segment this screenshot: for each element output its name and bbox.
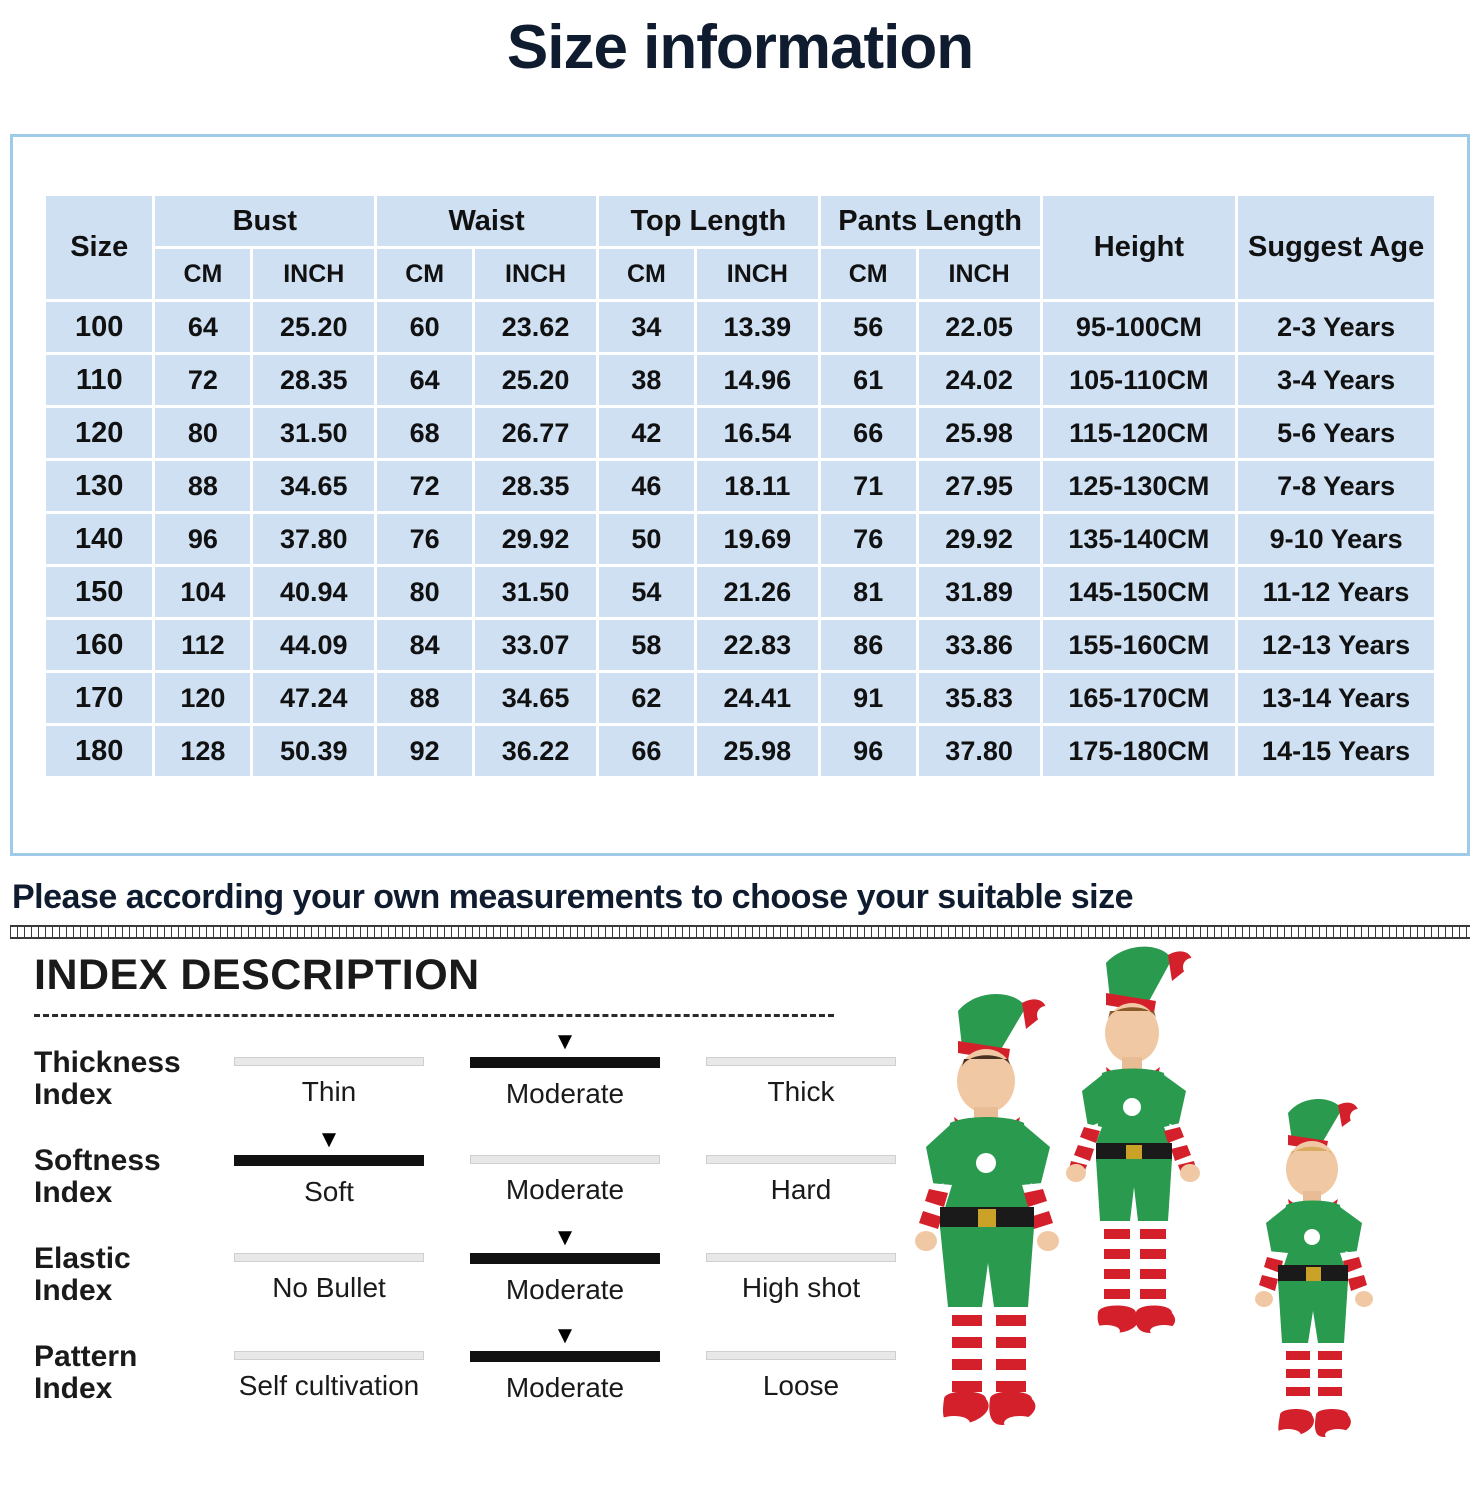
index-option-no-bullet[interactable] (234, 1227, 424, 1306)
cell-waist-cm: 92 (377, 726, 472, 776)
cell-top-cm: 42 (599, 408, 694, 458)
cell-pants-cm: 56 (821, 302, 916, 352)
header-bust-inch: INCH (253, 249, 374, 299)
header-pants-inch: INCH (919, 249, 1040, 299)
index-label-line1: Elastic (34, 1242, 131, 1275)
index-options-softness (234, 1126, 896, 1208)
cell-top-inch: 24.41 (697, 673, 818, 723)
ruler-divider (10, 925, 1470, 939)
page-title: Size information (506, 13, 974, 82)
cell-height: 125-130CM (1043, 461, 1236, 511)
header-size: Size (46, 196, 152, 299)
index-rows (16, 1028, 896, 1423)
cell-top-cm: 34 (599, 302, 694, 352)
cell-height: 105-110CM (1043, 355, 1236, 405)
marker-placeholder (706, 1031, 896, 1057)
cell-age: 12-13 Years (1238, 620, 1434, 670)
cell-waist-cm: 64 (377, 355, 472, 405)
cell-waist-inch: 26.77 (475, 408, 596, 458)
cell-size: 180 (46, 726, 152, 776)
cell-height: 175-180CM (1043, 726, 1236, 776)
cell-waist-cm: 80 (377, 567, 472, 617)
index-options-pattern (234, 1322, 896, 1404)
cell-age: 3-4 Years (1238, 355, 1434, 405)
cell-pants-cm: 96 (821, 726, 916, 776)
index-label-line2: Index (34, 1176, 113, 1210)
index-label-elastic (16, 1227, 234, 1308)
cell-bust-cm: 96 (155, 514, 250, 564)
option-bar (470, 1057, 660, 1068)
cell-bust-inch: 50.39 (253, 726, 374, 776)
marker-placeholder (234, 1325, 424, 1351)
option-bar (706, 1253, 896, 1262)
option-label: Moderate (505, 1274, 625, 1305)
cell-pants-inch: 29.92 (919, 514, 1040, 564)
index-description-panel (16, 951, 896, 1423)
cell-bust-inch: 28.35 (253, 355, 374, 405)
index-option-moderate[interactable] (470, 1322, 660, 1404)
table-row (46, 302, 1434, 352)
cell-size: 170 (46, 673, 152, 723)
option-bar (706, 1155, 896, 1164)
index-option-high-shot[interactable] (706, 1227, 896, 1306)
dashed-divider (34, 1014, 834, 1017)
down-triangle-icon: ▼ (317, 1126, 341, 1153)
option-label: Hard (770, 1174, 832, 1205)
lower-section (0, 945, 1480, 1465)
cell-size: 130 (46, 461, 152, 511)
index-label-thickness (16, 1031, 234, 1112)
cell-pants-cm: 91 (821, 673, 916, 723)
cell-pants-cm: 76 (821, 514, 916, 564)
marker-placeholder (706, 1325, 896, 1351)
cell-pants-inch: 27.95 (919, 461, 1040, 511)
cell-top-cm: 46 (599, 461, 694, 511)
marker-placeholder (234, 1227, 424, 1253)
header-pants-cm: CM (821, 249, 916, 299)
index-label-softness (16, 1129, 234, 1210)
option-label: Soft (304, 1176, 354, 1207)
cell-bust-inch: 44.09 (253, 620, 374, 670)
table-header (46, 196, 1434, 299)
cell-waist-inch: 29.92 (475, 514, 596, 564)
option-label: Thin (301, 1076, 357, 1107)
cell-waist-cm: 60 (377, 302, 472, 352)
cell-bust-cm: 120 (155, 673, 250, 723)
cell-waist-cm: 88 (377, 673, 472, 723)
index-label-line2: Index (34, 1078, 113, 1112)
table-row (46, 673, 1434, 723)
cell-pants-cm: 66 (821, 408, 916, 458)
cell-top-inch: 14.96 (697, 355, 818, 405)
elf-costume-illustration (910, 941, 1480, 1461)
cell-size: 110 (46, 355, 152, 405)
header-top-length: Top Length (599, 196, 818, 246)
header-waist-cm: CM (377, 249, 472, 299)
index-label-line1: Pattern (34, 1340, 138, 1373)
cell-top-inch: 22.83 (697, 620, 818, 670)
cell-bust-cm: 80 (155, 408, 250, 458)
index-option-loose[interactable] (706, 1325, 896, 1404)
option-bar (706, 1057, 896, 1066)
index-label-pattern (16, 1325, 234, 1406)
marker-placeholder (234, 1031, 424, 1057)
index-option-self-cultivation[interactable] (234, 1325, 424, 1404)
cell-bust-inch: 34.65 (253, 461, 374, 511)
down-triangle-icon: ▼ (553, 1322, 577, 1349)
header-height: Height (1043, 196, 1236, 299)
option-label: Moderate (505, 1372, 625, 1403)
option-label: Moderate (505, 1174, 625, 1205)
cell-age: 13-14 Years (1238, 673, 1434, 723)
cell-age: 14-15 Years (1238, 726, 1434, 776)
cell-bust-cm: 72 (155, 355, 250, 405)
table-row (46, 514, 1434, 564)
cell-bust-inch: 31.50 (253, 408, 374, 458)
cell-pants-inch: 31.89 (919, 567, 1040, 617)
option-label: Loose (762, 1370, 840, 1401)
cell-bust-cm: 112 (155, 620, 250, 670)
table-header-row-groups (46, 196, 1434, 246)
header-top-inch: INCH (697, 249, 818, 299)
cell-pants-cm: 61 (821, 355, 916, 405)
cell-top-inch: 25.98 (697, 726, 818, 776)
index-row-softness (16, 1126, 896, 1227)
cell-bust-cm: 64 (155, 302, 250, 352)
index-row-thickness (16, 1028, 896, 1129)
cell-top-cm: 54 (599, 567, 694, 617)
option-bar (706, 1351, 896, 1360)
option-bar (234, 1155, 424, 1166)
cell-waist-cm: 68 (377, 408, 472, 458)
header-waist: Waist (377, 196, 596, 246)
cell-height: 165-170CM (1043, 673, 1236, 723)
option-bar (234, 1351, 424, 1360)
cell-waist-cm: 76 (377, 514, 472, 564)
cell-waist-inch: 25.20 (475, 355, 596, 405)
option-bar (470, 1155, 660, 1164)
cell-top-inch: 19.69 (697, 514, 818, 564)
header-bust: Bust (155, 196, 374, 246)
size-table-frame (10, 134, 1470, 856)
index-label-line2: Index (34, 1274, 113, 1308)
index-description-title: INDEX DESCRIPTION (34, 951, 480, 999)
index-row-elastic (16, 1224, 896, 1325)
cell-size: 100 (46, 302, 152, 352)
table-row (46, 726, 1434, 776)
table-row (46, 408, 1434, 458)
table-row (46, 567, 1434, 617)
table-row (46, 461, 1434, 511)
cell-bust-inch: 37.80 (253, 514, 374, 564)
header-bust-cm: CM (155, 249, 250, 299)
index-row-pattern (16, 1322, 896, 1423)
option-label: No Bullet (272, 1272, 386, 1303)
marker-placeholder (706, 1227, 896, 1253)
cell-waist-inch: 36.22 (475, 726, 596, 776)
cell-pants-inch: 24.02 (919, 355, 1040, 405)
down-triangle-icon: ▼ (553, 1028, 577, 1055)
cell-pants-cm: 71 (821, 461, 916, 511)
measurement-notice: Please according your own measurements to choose your suitable size (12, 878, 1133, 916)
index-options-elastic (234, 1224, 896, 1306)
marker-placeholder (470, 1129, 660, 1155)
cell-bust-inch: 40.94 (253, 567, 374, 617)
option-bar (234, 1253, 424, 1262)
header-suggest-age: Suggest Age (1238, 196, 1434, 299)
index-label-line1: Softness (34, 1144, 161, 1177)
cell-top-cm: 62 (599, 673, 694, 723)
index-option-moderate[interactable] (470, 1129, 660, 1208)
cell-height: 145-150CM (1043, 567, 1236, 617)
cell-top-cm: 50 (599, 514, 694, 564)
cell-waist-cm: 72 (377, 461, 472, 511)
option-bar (470, 1253, 660, 1264)
cell-waist-inch: 23.62 (475, 302, 596, 352)
cell-waist-inch: 28.35 (475, 461, 596, 511)
cell-pants-inch: 25.98 (919, 408, 1040, 458)
cell-age: 5-6 Years (1238, 408, 1434, 458)
index-option-thick[interactable] (706, 1031, 896, 1110)
cell-height: 95-100CM (1043, 302, 1236, 352)
cell-age: 11-12 Years (1238, 567, 1434, 617)
index-options-thickness (234, 1028, 896, 1110)
index-label-line1: Thickness (34, 1046, 181, 1079)
cell-bust-inch: 47.24 (253, 673, 374, 723)
cell-pants-inch: 37.80 (919, 726, 1040, 776)
table-row (46, 355, 1434, 405)
cell-waist-inch: 34.65 (475, 673, 596, 723)
index-option-moderate[interactable] (470, 1224, 660, 1306)
cell-height: 155-160CM (1043, 620, 1236, 670)
header-top-cm: CM (599, 249, 694, 299)
cell-height: 115-120CM (1043, 408, 1236, 458)
cell-pants-cm: 86 (821, 620, 916, 670)
cell-size: 140 (46, 514, 152, 564)
header-waist-inch: INCH (475, 249, 596, 299)
cell-waist-inch: 33.07 (475, 620, 596, 670)
cell-bust-cm: 128 (155, 726, 250, 776)
index-option-hard[interactable] (706, 1129, 896, 1208)
index-option-soft[interactable] (234, 1126, 424, 1208)
cell-height: 135-140CM (1043, 514, 1236, 564)
cell-top-cm: 38 (599, 355, 694, 405)
cell-size: 150 (46, 567, 152, 617)
marker-placeholder (706, 1129, 896, 1155)
cell-top-inch: 21.26 (697, 567, 818, 617)
index-option-moderate[interactable] (470, 1028, 660, 1110)
cell-age: 2-3 Years (1238, 302, 1434, 352)
cell-top-cm: 66 (599, 726, 694, 776)
option-label: Thick (767, 1076, 835, 1107)
option-label: Moderate (505, 1078, 625, 1109)
header-pants-length: Pants Length (821, 196, 1040, 246)
cell-top-cm: 58 (599, 620, 694, 670)
cell-waist-cm: 84 (377, 620, 472, 670)
cell-pants-inch: 33.86 (919, 620, 1040, 670)
cell-size: 120 (46, 408, 152, 458)
down-triangle-icon: ▼ (553, 1224, 577, 1251)
option-label: High shot (741, 1272, 861, 1303)
option-bar (470, 1351, 660, 1362)
cell-top-inch: 16.54 (697, 408, 818, 458)
cell-size: 160 (46, 620, 152, 670)
cell-pants-cm: 81 (821, 567, 916, 617)
option-bar (234, 1057, 424, 1066)
cell-bust-cm: 104 (155, 567, 250, 617)
cell-age: 7-8 Years (1238, 461, 1434, 511)
cell-age: 9-10 Years (1238, 514, 1434, 564)
cell-bust-inch: 25.20 (253, 302, 374, 352)
cell-pants-inch: 22.05 (919, 302, 1040, 352)
index-option-thin[interactable] (234, 1031, 424, 1110)
cell-top-inch: 13.39 (697, 302, 818, 352)
cell-waist-inch: 31.50 (475, 567, 596, 617)
cell-pants-inch: 35.83 (919, 673, 1040, 723)
table-body (46, 302, 1434, 776)
cell-top-inch: 18.11 (697, 461, 818, 511)
size-table (43, 193, 1437, 779)
table-row (46, 620, 1434, 670)
index-label-line2: Index (34, 1372, 113, 1406)
option-label: Self cultivation (238, 1370, 420, 1401)
product-photo (910, 941, 1480, 1461)
cell-bust-cm: 88 (155, 461, 250, 511)
